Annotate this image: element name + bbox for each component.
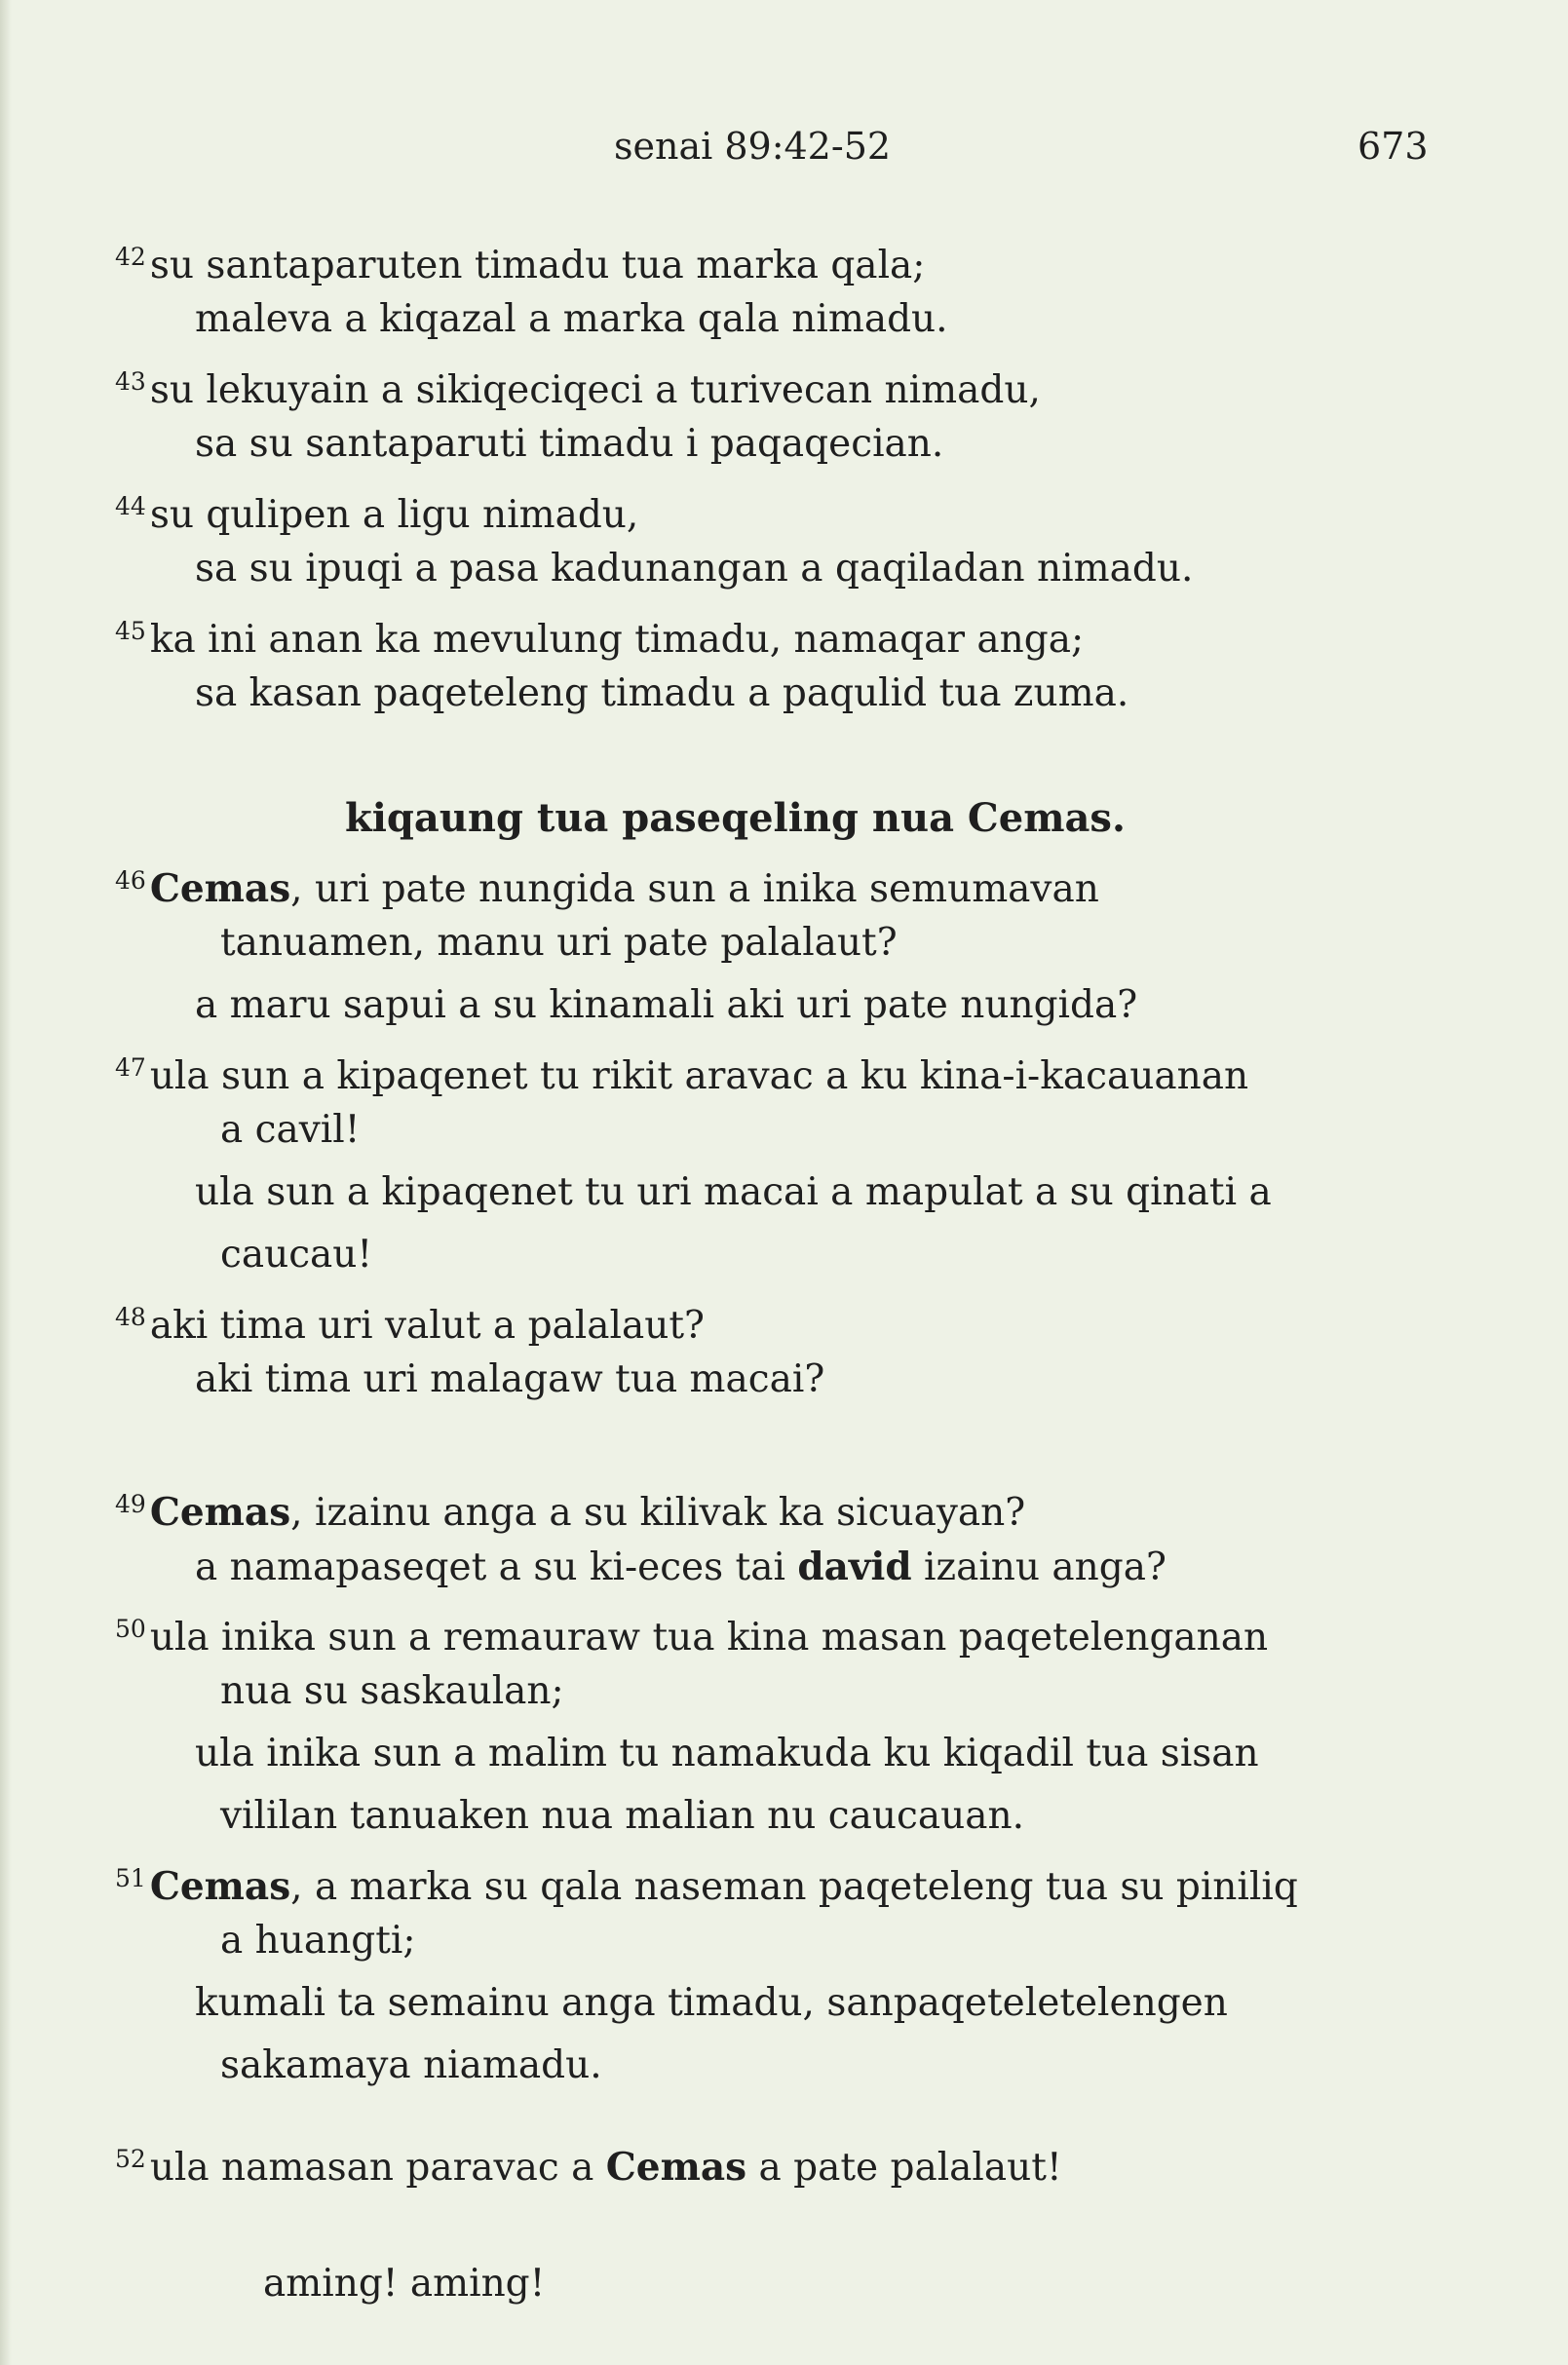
- verse-51-line-4: sakamaya niamadu.: [220, 2043, 602, 2087]
- verse-number: 47: [115, 1053, 146, 1082]
- verse-46-line-1: $^{46}$ Cemas, uri pate nungida sun a inika semumavan: [115, 866, 1099, 911]
- page-spine-shadow: [0, 0, 12, 2365]
- verse-42-line-1: $^{42}$ su santaparuten timadu tua marka qala;: [115, 243, 926, 287]
- verse-46-line-3: a maru sapui a su kinamali aki uri pate nungida?: [195, 983, 1138, 1027]
- verse-50-line-4: vililan tanuaken nua malian nu caucauan.: [220, 1794, 1024, 1838]
- spacer: [115, 2191, 1460, 2253]
- verse-47-line-4: caucau!: [220, 1233, 373, 1277]
- verse-number: 46: [115, 866, 146, 895]
- verse-47-line-3: ula sun a kipaqenet tu uri macai a mapulat a su qinati a: [195, 1170, 1272, 1214]
- page-header: [0, 125, 1568, 183]
- spacer: [115, 2097, 1460, 2128]
- verse-51-line-1: $^{51}$ Cemas, a marka su qala naseman paqeteleng tua su piniliq: [115, 1864, 1298, 1909]
- verse-47-line-2: a cavil!: [220, 1108, 361, 1152]
- verse-49-line-2: a namapaseqet a su ki-eces tai david izainu anga?: [195, 1545, 1166, 1589]
- verse-50-line-1: $^{50}$ ula inika sun a remauraw tua kina masan paqetelenganan: [115, 1615, 1269, 1659]
- verse-number: 50: [115, 1615, 146, 1643]
- verse-number: 49: [115, 1490, 146, 1518]
- verse-42-line-2: maleva a kiqazal a marka qala nimadu.: [195, 297, 948, 341]
- verse-number: 48: [115, 1303, 146, 1331]
- verse-51-line-2: a huangti;: [220, 1919, 416, 1963]
- closing-line: aming! aming!: [263, 2262, 546, 2306]
- verse-number: 51: [115, 1864, 146, 1892]
- page-number: 673: [1358, 125, 1429, 168]
- verse-45-line-2: sa kasan paqeteleng timadu a paqulid tua zuma.: [195, 671, 1129, 715]
- verse-text: [115, 226, 1460, 2315]
- verse-number: 43: [115, 367, 146, 396]
- verse-44-line-1: $^{44}$ su qulipen a ligu nimadu,: [115, 492, 639, 537]
- verse-52-line-1: $^{52}$ ula namasan paravac a Cemas a pate palalaut!: [115, 2145, 1062, 2190]
- verse-49-line-1: $^{49}$ Cemas, izainu anga a su kilivak ka sicuayan?: [115, 1490, 1026, 1535]
- verse-number: 44: [115, 492, 146, 520]
- verse-44-line-2: sa su ipuqi a pasa kadunangan a qaqiladan nimadu.: [195, 547, 1194, 591]
- spacer: [115, 1411, 1460, 1473]
- verse-number: 52: [115, 2145, 146, 2173]
- verse-number: 45: [115, 617, 146, 645]
- verse-43-line-1: $^{43}$ su lekuyain a sikiqeciqeci a turivecan nimadu,: [115, 367, 1041, 412]
- verse-47-line-1: $^{47}$ ula sun a kipaqenet tu rikit aravac a ku kina-i-kacauanan: [115, 1053, 1249, 1098]
- running-title: senai 89:42-52: [614, 125, 892, 168]
- verse-45-line-1: $^{45}$ ka ini anan ka mevulung timadu, namaqar anga;: [115, 617, 1085, 662]
- verse-48-line-1: $^{48}$ aki tima uri valut a palalaut?: [115, 1303, 705, 1348]
- verse-46-line-2: tanuamen, manu uri pate palalaut?: [220, 921, 898, 965]
- section-title: kiqaung tua paseqeling nua Cemas.: [345, 795, 1126, 841]
- spacer: [115, 725, 1460, 787]
- verse-43-line-2: sa su santaparuti timadu i paqaqecian.: [195, 422, 944, 466]
- verse-50-line-2: nua su saskaulan;: [220, 1669, 564, 1713]
- verse-50-line-3: ula inika sun a malim tu namakuda ku kiqadil tua sisan: [195, 1732, 1259, 1775]
- verse-number: 42: [115, 243, 146, 271]
- verse-51-line-3: kumali ta semainu anga timadu, sanpaqeteletelengen: [195, 1981, 1228, 2025]
- verse-48-line-2: aki tima uri malagaw tua macai?: [195, 1357, 825, 1401]
